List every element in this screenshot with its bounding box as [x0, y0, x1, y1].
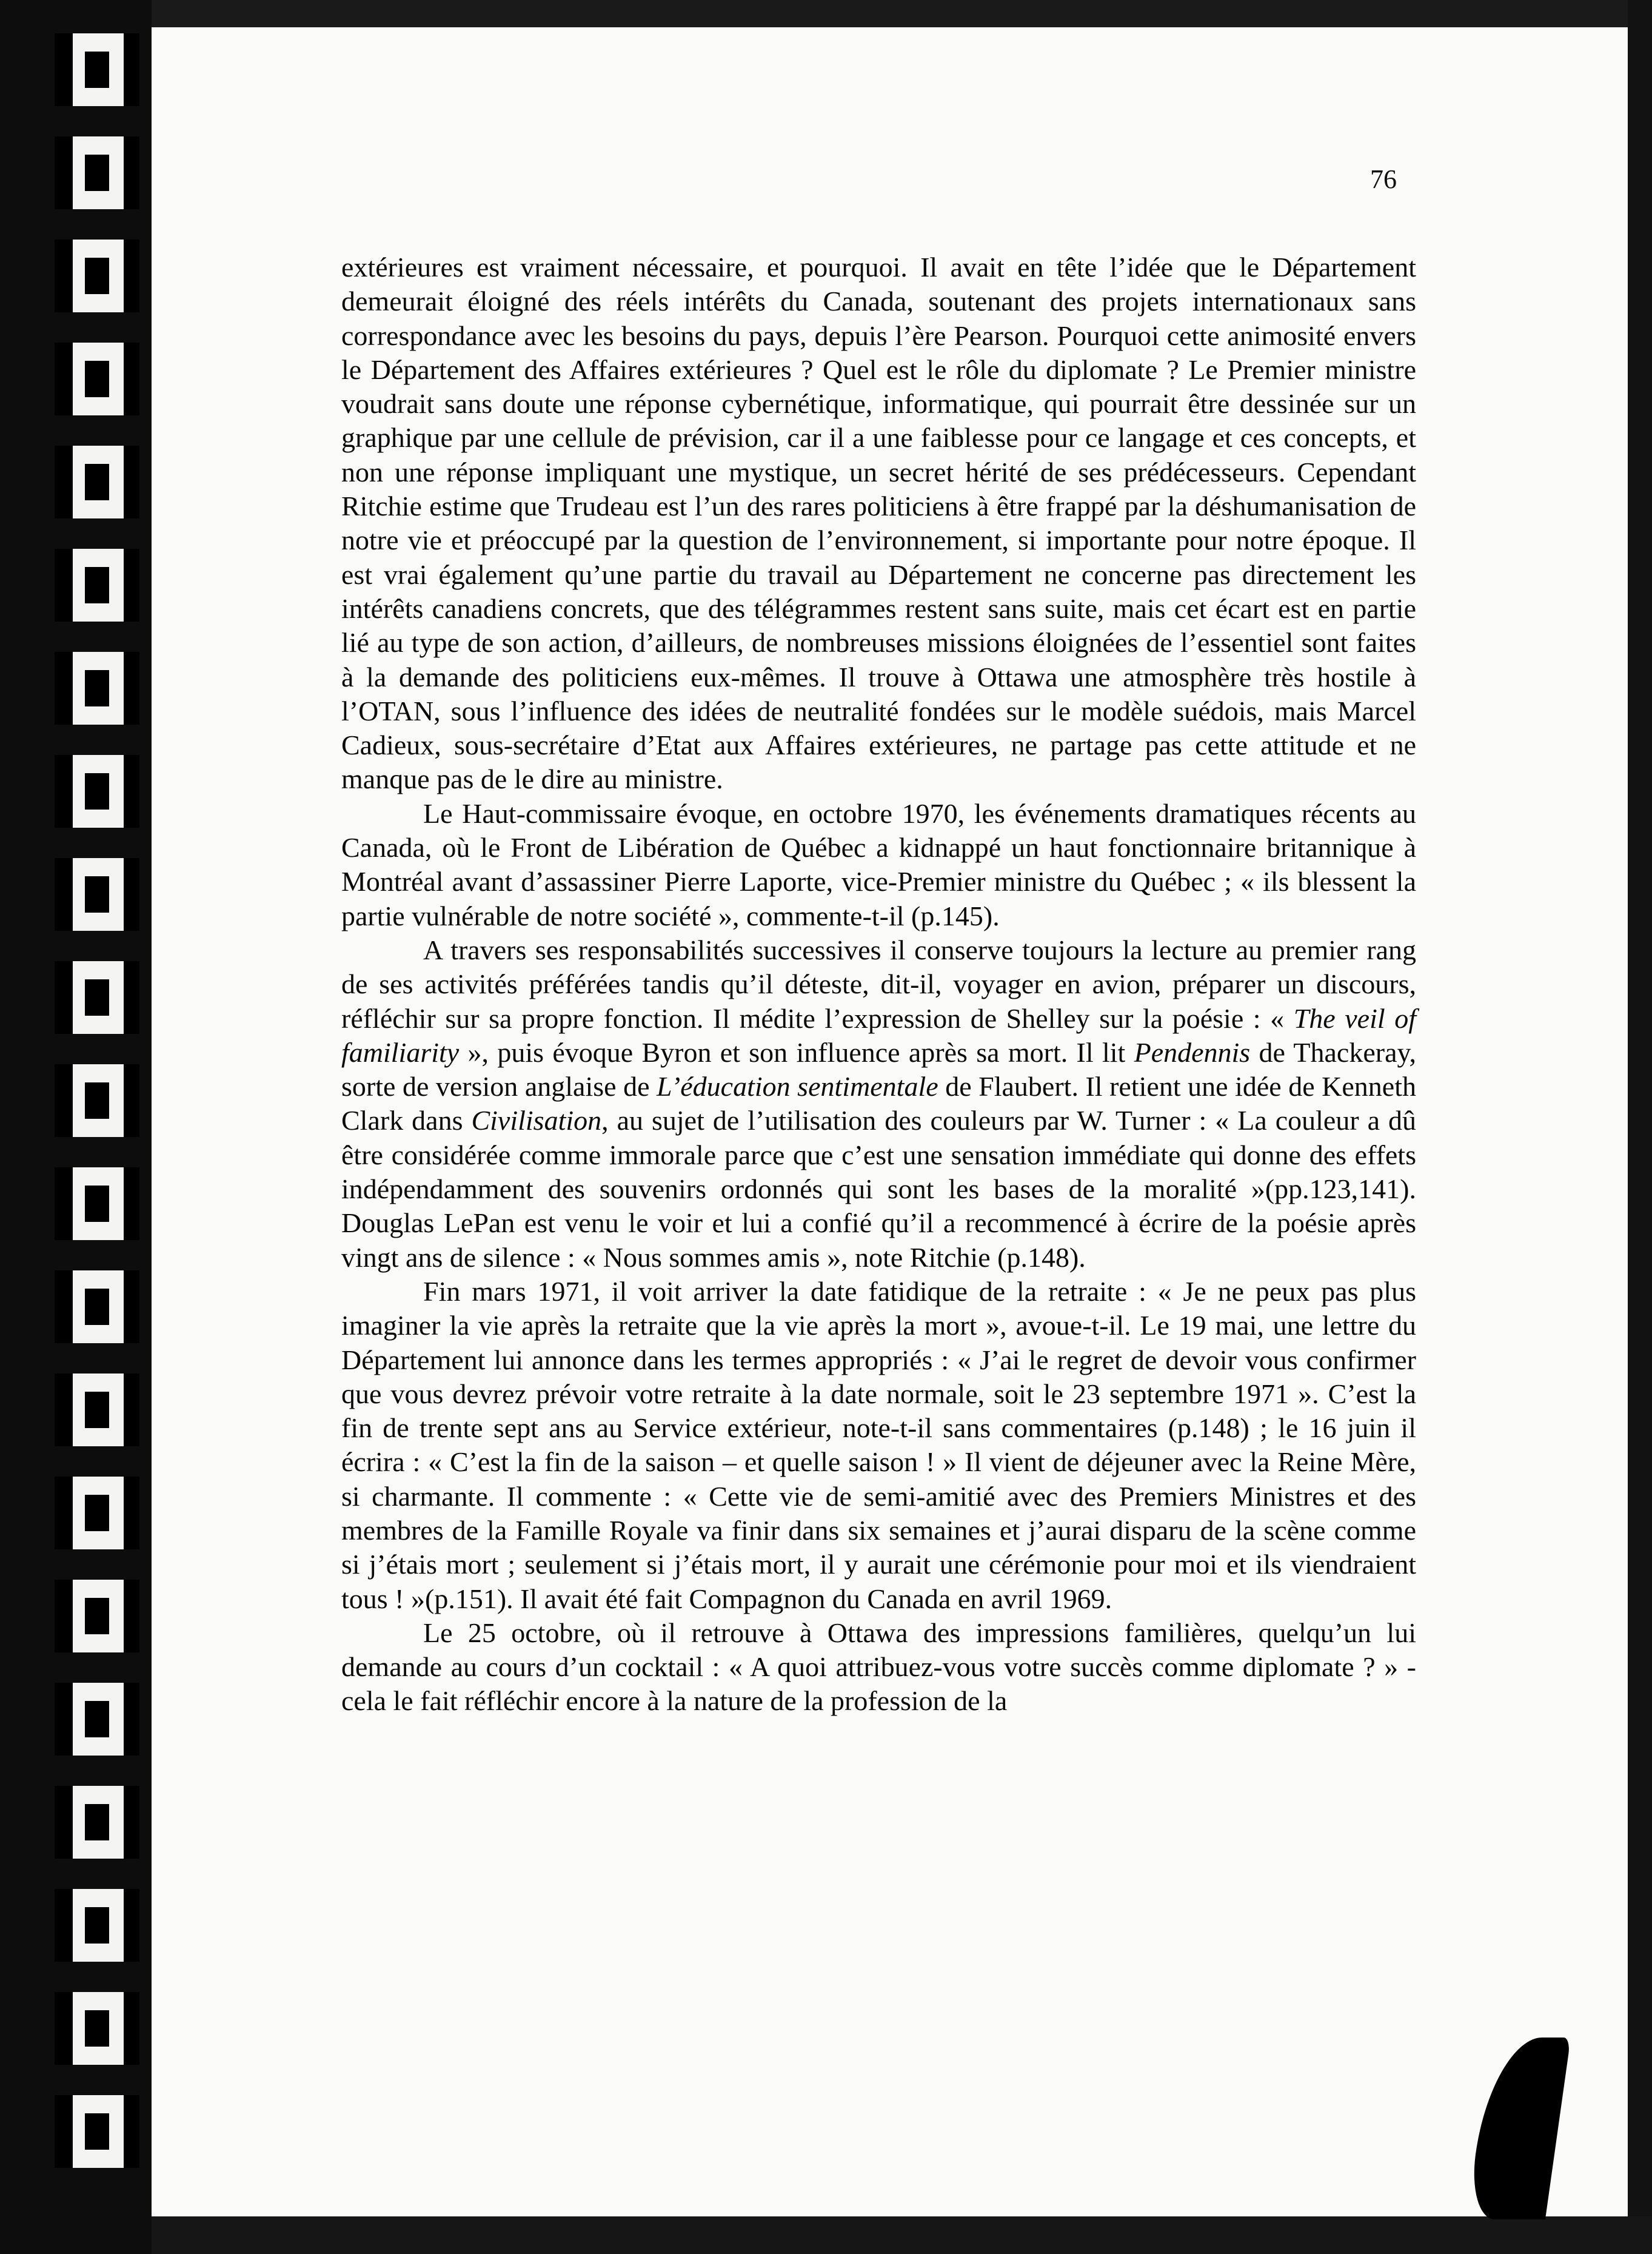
text-run: de Thackeray, sorte de version anglaise de: [341, 1036, 1417, 1102]
binding-coil: [55, 1683, 139, 1756]
binding-coil: [55, 1270, 139, 1343]
binding-coil: [55, 343, 139, 415]
italic-title: Pendennis: [1134, 1036, 1251, 1068]
binding-coil: [55, 1477, 139, 1549]
scan-bottom-edge: [106, 2216, 1652, 2254]
italic-title: Civilisation: [471, 1105, 602, 1136]
binding-coil: [55, 1374, 139, 1446]
binding-coil: [55, 549, 139, 622]
italic-title: L’éducation sentimentale: [657, 1071, 938, 1102]
text-run: », puis évoque Byron et son influence après sa mort. Il lit: [459, 1036, 1134, 1068]
binding-coil: [55, 961, 139, 1034]
binding-coil: [55, 33, 139, 106]
binding-coil: [55, 240, 139, 312]
spiral-binding: [0, 0, 152, 2254]
paragraph: [341, 1616, 1416, 1719]
binding-coil: [55, 136, 139, 209]
binding-coil: [55, 1580, 139, 1652]
text-run: de Flaubert. Il retient une idée de Kenneth Clark dans: [341, 1071, 1416, 1136]
binding-coil: [55, 652, 139, 725]
paragraph: [341, 250, 1416, 797]
scan-top-edge: [106, 0, 1652, 27]
paragraph: [341, 797, 1416, 933]
binding-coil: [55, 755, 139, 828]
binding-coil: [55, 858, 139, 931]
text-run: Le Haut-commissaire évoque, en octobre 1970, les événements dramatiques récents au Canada, où le Front de Libération de Québec a kidnappé un haut fonctionnaire britannique à Montréal avant d’assassiner Pierre Laporte, vice-Premier ministre du Québec ; « ils blessent la partie vulnérable de notre société », commente-t-il (p.145).: [341, 797, 1416, 931]
text-run: extérieures est vraiment nécessaire, et pourquoi. Il avait en tête l’idée que le Département demeurait éloigné des réels intérêts du Canada, soutenant des projets internationaux sans correspondance avec les besoins du pays, depuis l’ère Pearson. Pourquoi cette animosité envers le Département des Affaires extérieures ? Quel est le rôle du diplomate ? Le Premier ministre voudrait sans doute une réponse cybernétique, informatique, qui pourrait être dessinée sur un graphique par une cellule de prévision, car il a une faiblesse pour ce langage et ces concepts, et non une réponse impliquant une mystique, un secret hérité de ses prédécesseurs. Cependant Ritchie estime que Trudeau est l’un des rares politiciens à être frappé par la déshumanisation de notre vie et préoccupé par la question de l’environnement, si importante pour notre époque. Il est vrai également qu’une partie du travail au Département ne concerne pas directement les intérêts canadiens concrets, que des télégrammes restent sans suite, mais cet écart est en partie lié au type de son action, d’ailleurs, de nombreuses missions éloignées de l’essentiel sont faites à la demande des politiciens eux-mêmes. Il trouve à Ottawa une atmosphère très hostile à l’OTAN, sous l’influence des idées de neutralité fondées sur le modèle suédois, mais Marcel Cadieux, sous-secrétaire d’Etat aux Affaires extérieures, ne partage pas cette attitude et ne manque pas de le dire au ministre.: [341, 252, 1416, 795]
paragraph: [341, 1275, 1416, 1616]
binding-coil: [55, 446, 139, 518]
text-run: Fin mars 1971, il voit arriver la date fatidique de la retraite : « Je ne peux pas plus imaginer la vie après la retraite que la vie après la mort », avoue-t-il. Le 19 mai, une lettre du Département lui annonce dans les termes appropriés : « J’ai le regret de devoir vous confirmer que vous devrez prévoir votre retraite à la date normale, soit le 23 septembre 1971 ». C’est la fin de trente sept ans au Service extérieur, note-t-il sans commentaires (p.148) ; le 16 juin il écrira : « C’est la fin de la saison – et quelle saison ! » Il vient de déjeuner avec la Reine Mère, si charmante. Il commente : « Cette vie de semi-amitié avec des Premiers Ministres et des membres de la Famille Royale va finir dans six semaines et j’aurai disparu de la scène comme si j’étais mort ; seulement si j’étais mort, il y aurait une cérémonie pour moi et ils viendraient tous ! »(p.151). Il avait été fait Compagnon du Canada en avril 1969.: [341, 1275, 1416, 1614]
binding-coil: [55, 1064, 139, 1137]
text-run: A travers ses responsabilités successives il conserve toujours la lecture au premier rang de ses activités préférées tandis qu’il déteste, dit-il, voyager en avion, préparer un discours, réfléchir sur sa propre fonction. Il médite l’expression de Shelley sur la poésie : «: [341, 934, 1416, 1034]
binding-coil: [55, 1786, 139, 1859]
binding-coil: [55, 1167, 139, 1240]
italic-title: The veil of familiarity: [341, 1002, 1416, 1068]
body-text: [341, 250, 1416, 1719]
text-run: , au sujet de l’utilisation des couleurs par W. Turner : « La couleur a dû être considérée comme immorale parce que c’est une sensation immédiate qui donne des effets indépendamment des souvenirs ordonnés qui sont les bases de la moralité »(pp.123,141). Douglas LePan est venu le voir et lui a confié qu’il a recommencé à écrire de la poésie après vingt ans de silence : « Nous sommes amis », note Ritchie (p.148).: [341, 1105, 1417, 1273]
binding-coil: [55, 1889, 139, 1962]
page-number: 76: [1370, 164, 1397, 194]
paragraph: [341, 933, 1416, 1275]
binding-coil: [55, 1992, 139, 2065]
scan-right-edge: [1628, 0, 1652, 2254]
text-run: Le 25 octobre, où il retrouve à Ottawa des impressions familières, quelqu’un lui demande au cours d’un cocktail : « A quoi attribuez-vous votre succès comme diplomate ? » - cela le fait réfléchir encore à la nature de la profession de la: [341, 1617, 1416, 1717]
binding-coil: [55, 2095, 139, 2168]
